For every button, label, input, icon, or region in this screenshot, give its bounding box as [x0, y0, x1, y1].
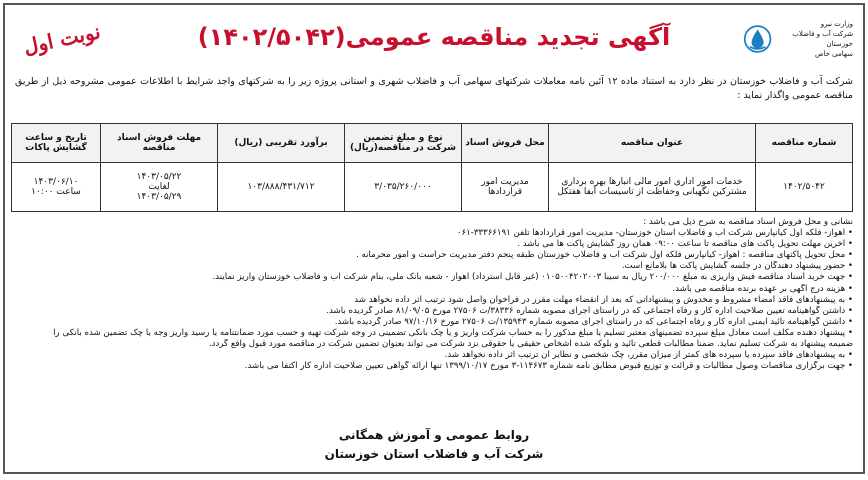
cell-subject: خدمات امور اداری امور مالی انبارها بهره برداری مشترکین نگهبانی وحفاظت از تاسیسات آبفا هفتکل	[549, 163, 756, 212]
list-item: • محل تحویل پاکتهای مناقصه : اهواز- کیانپارس فلکه اول شرکت آب و فاضلاب خوزستان طبقه پنجم دفتر مدیریت حراست و امور محرمانه .	[356, 250, 853, 261]
list-item: • به پیشنهادهای فاقد سپرده یا سپرده های کمتر از میزان مقرر، چک شخصی و نظایر آن ترتیب اثر داده نخواهد شد.	[444, 350, 853, 361]
list-item: • جهت خرید اسناد مناقصه فیش واریزی به مبلغ ۲۰۰/۰۰۰ ریال به سیبا ۰۱۰۵۰۰۴۲۰۲۰۰۳ (غیر قابل استرداد) اهواز - شعبه بانک ملی، بنام شرکت آب و فاضلاب خوزستان واریز نمایند.	[212, 272, 853, 283]
notice-title: آگهی تجدید مناقصه عمومی(۱۴۰۲/۵۰۴۲)	[197, 23, 671, 51]
list-item: نشانی و محل فروش اسناد مناقصه به شرح ذیل می باشد :	[643, 217, 853, 227]
deadline-start: ۱۴۰۳/۰۵/۲۲	[136, 172, 182, 182]
cell-deadline	[101, 163, 218, 212]
cell-place: مدیریت امور قراردادها	[462, 163, 549, 212]
logo-line-2: شرکت آب و فاضلاب خوزستان	[792, 30, 853, 48]
header-number: شماره مناقصه	[756, 124, 853, 163]
table-header-row	[12, 124, 853, 163]
logo-line-3: سهامی خاص	[815, 50, 853, 58]
list-item: • پیشنهاد دهنده مکلف است معادل مبلغ سپرده تضمینهای معتبر تسلیم یا مبلغ مذکور را به حساب شرکت واریز و یا چک بانکی تضمینی در وجه شرکت تهیه و حسب مورد ضمانتنامه یا رسید واریز وجه یا چک تضمین شده بانکی را	[53, 327, 853, 338]
list-item: • حضور پیشنهاد دهندگان در جلسه گشایش پاکت ها بلامانع است.	[621, 261, 853, 272]
list-item: ضمیمه پیشنهاد به شرکت تسلیم نماید. ضمنا مطالبات قطعی تائید و بلوکه شده اشخاص حقیقی یا حقوقی نزد شرکت می تواند بعنوان تضمین شرکت در مناقصه مورد قبول واقع گردد.	[208, 339, 853, 350]
deadline-to: لغایت	[148, 182, 170, 192]
tender-table	[11, 123, 853, 212]
notes-list	[15, 217, 853, 372]
cell-opening	[12, 163, 101, 212]
cell-number: ۱۴۰۲/۵۰۴۲	[756, 163, 853, 212]
deadline-end: ۱۴۰۳/۰۵/۲۹	[136, 192, 182, 202]
list-item: • هزینه درج آگهی بر عهده برنده مناقصه می باشد.	[672, 283, 853, 294]
list-item: • اهواز- فلکه اول کیانپارس شرکت آب و فاضلاب استان خوزستان- مدیریت امور قراردادها تلفن ۳۳۳۶۶۱۹۱-۰۶۱	[456, 228, 853, 239]
list-item: • جهت برگزاری مناقصات وصول مطالبات و قرائت و توزیع قبوض مطابق نامه شماره ۱۱۴۶۷۳-۳ مورخ ۱۳۹۹/۱۰/۱۷ تنها ارائه گواهی تعیین صلاحیت اداره کار اکتفا می باشد.	[244, 361, 853, 372]
header-guarantee: نوع و مبلغ تضمین شرکت در مناقصه(ریال)	[345, 124, 462, 163]
header-subject: عنوان مناقصه	[549, 124, 756, 163]
list-item: • داشتن گواهینامه تائید ایمنی اداره کار و رفاه اجتماعی که در راستای اجرای مصوبه شماره ۱۳۵۹۴۳/ت ۲۷۵۰۶ مورخ ۹۷/۱۰/۱۶ صادر گردیده باشد.	[334, 316, 853, 327]
cell-estimate: ۱۰۳/۸۸۸/۴۳۱/۷۱۲	[218, 163, 345, 212]
table-row	[12, 163, 853, 212]
round-label: نوبت اول	[21, 19, 103, 59]
footer-line-2: شرکت آب و فاضلاب استان خوزستان	[324, 447, 544, 461]
list-item: • به پیشنهادهای فاقد امضاء مشروط و مخدوش و پیشنهاداتی که بعد از انقضاء مهلت مقرر در فراخوان واصل شود ترتیب اثر داده نخواهد شد	[354, 294, 853, 305]
footer-line-1: روابط عمومی و آموزش همگانی	[338, 428, 530, 442]
opening-time: ساعت ۱۰:۰۰	[31, 187, 81, 197]
intro-paragraph: شرکت آب و فاضلاب خوزستان در نظر دارد به استناد ماده ۱۲ آئین نامه معاملات شرکتهای سهامی آب و فاضلاب شهری و استانی پروژه زیر را به شرکتهای واجد شرایط با اطلاعات عمومی مشروحه ذیل از طریق مناقصه عمومی واگذار نماید :	[15, 76, 853, 101]
logo-line-1: وزارت نیرو	[820, 20, 853, 28]
opening-date: ۱۴۰۳/۰۶/۱۰	[33, 177, 79, 187]
footer-signature	[5, 426, 863, 464]
list-item: • آخرین مهلت تحویل پاکت های مناقصه تا ساعت ۰۹:۰۰ همان روز گشایش پاکت ها می باشد .	[517, 239, 853, 250]
header-estimate: برآورد تقریبی (ریال)	[218, 124, 345, 163]
tender-notice	[3, 3, 865, 474]
header-opening: تاریخ و ساعت گشایش پاکات	[12, 124, 101, 163]
list-item: • داشتن گواهینامه تعیین صلاحیت اداره کار و رفاه اجتماعی که در راستای اجرای مصوبه شماره ۳۸۳۳۶/ت ۲۷۵۰۶ مورخ ۸۱/۰۹/۰۵ صادر گردیده باشد.	[326, 305, 853, 316]
header-place: محل فروش اسناد	[462, 124, 549, 163]
header-deadline: مهلت فروش اسناد مناقصه	[101, 124, 218, 163]
cell-guarantee: ۳/۰۳۵/۲۶۰/۰۰۰	[345, 163, 462, 212]
